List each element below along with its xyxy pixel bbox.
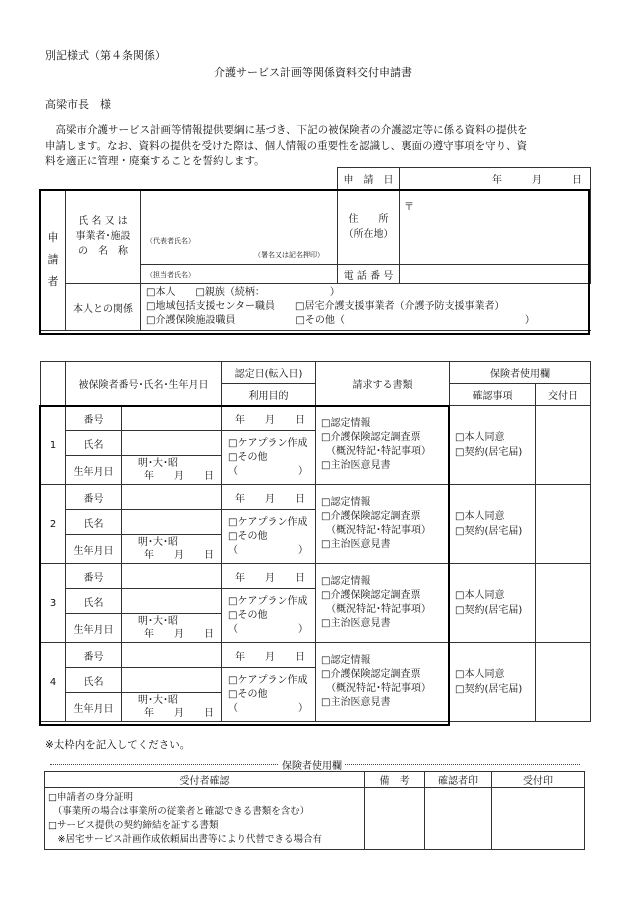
intro-line-3: 料を適正に管理・廃棄することを誓約します。 bbox=[45, 155, 265, 167]
purpose-options[interactable]: □ケアプラン作成 □その他 （ ） bbox=[222, 510, 316, 564]
application-date-label: 申 請 日 bbox=[338, 168, 400, 190]
name-label: 氏名 bbox=[66, 668, 122, 693]
cert-date-field[interactable]: 年 月 日 bbox=[222, 643, 316, 668]
applicant-table bbox=[40, 167, 591, 331]
insured-number-field[interactable] bbox=[122, 485, 222, 510]
number-label: 番号 bbox=[66, 564, 122, 589]
row-number: 3 bbox=[41, 564, 66, 643]
issue-date-field[interactable] bbox=[536, 564, 591, 643]
header-confirmer-seal: 確認者印 bbox=[425, 772, 492, 788]
number-label: 番号 bbox=[66, 643, 122, 668]
birth-label: 生年月日 bbox=[66, 693, 122, 722]
header-remarks: 備 考 bbox=[365, 772, 425, 788]
birth-label: 生年月日 bbox=[66, 614, 122, 643]
confirm-items[interactable]: □本人同意 □契約(居宅届) bbox=[450, 485, 536, 564]
row-number: 1 bbox=[41, 406, 66, 485]
issue-date-field[interactable] bbox=[536, 406, 591, 485]
relation-options[interactable]: □本人 □親族（続柄： ） □地域包括支援センター職員 □居宅介護支援事業者（介護予防支援事業者） □介護保険施設職員 □その他（ ） bbox=[141, 284, 591, 331]
purpose-options[interactable]: □ケアプラン作成 □その他 （ ） bbox=[222, 431, 316, 485]
birth-label: 生年月日 bbox=[66, 456, 122, 485]
seal-note: （署名又は記名押印） bbox=[254, 251, 324, 259]
birth-date-field[interactable]: 明･大･昭 年 月 日 bbox=[122, 693, 222, 722]
application-date-field[interactable]: 年 月 日 bbox=[400, 168, 591, 190]
requested-docs[interactable]: □認定情報 □介護保険認定調査票 （概況特記･特記事項） □主治医意見書 bbox=[316, 406, 450, 485]
requested-docs[interactable]: □認定情報 □介護保険認定調査票 （概況特記･特記事項） □主治医意見書 bbox=[316, 564, 450, 643]
cert-date-field[interactable]: 年 月 日 bbox=[222, 485, 316, 510]
insured-number-field[interactable] bbox=[122, 643, 222, 668]
header-reception-check: 受付者確認 bbox=[45, 772, 365, 788]
addressee: 高梁市長 様 bbox=[45, 98, 111, 111]
row-number: 4 bbox=[41, 643, 66, 722]
staff-name-field[interactable] bbox=[141, 265, 338, 284]
row-number: 2 bbox=[41, 485, 66, 564]
name-label: 氏名 bbox=[66, 589, 122, 614]
birth-label: 生年月日 bbox=[66, 535, 122, 564]
bold-note: ※太枠内を記入してください。 bbox=[45, 739, 191, 751]
issue-date-field[interactable] bbox=[536, 643, 591, 722]
requested-docs[interactable]: □認定情報 □介護保険認定調査票 （概況特記･特記事項） □主治医意見書 bbox=[316, 643, 450, 722]
insured-number-field[interactable] bbox=[122, 564, 222, 589]
remarks-field[interactable] bbox=[365, 788, 425, 850]
insured-name-field[interactable] bbox=[122, 431, 222, 456]
confirm-items[interactable]: □本人同意 □契約(居宅届) bbox=[450, 564, 536, 643]
header-docs: 請求する書類 bbox=[316, 362, 450, 406]
address-label: 住 所 （所在地） bbox=[338, 190, 400, 265]
header-issue-date: 交付日 bbox=[536, 384, 591, 406]
header-insured: 被保険者番号･氏名･生年月日 bbox=[66, 362, 222, 406]
header-confirm: 確認事項 bbox=[450, 384, 536, 406]
address-field[interactable]: 〒 bbox=[400, 190, 591, 265]
issue-date-field[interactable] bbox=[536, 485, 591, 564]
name-label: 氏 名 又 は 事業者･施設 の 名 称 bbox=[66, 190, 141, 284]
insured-name-field[interactable] bbox=[122, 589, 222, 614]
insured-name-field[interactable] bbox=[122, 668, 222, 693]
number-label: 番号 bbox=[66, 406, 122, 431]
confirm-items[interactable]: □本人同意 □契約(居宅届) bbox=[450, 643, 536, 722]
header-purpose: 利用目的 bbox=[222, 384, 316, 406]
requested-docs[interactable]: □認定情報 □介護保険認定調査票 （概況特記･特記事項） □主治医意見書 bbox=[316, 485, 450, 564]
rep-name-label: （代表者氏名） bbox=[146, 237, 195, 245]
header-cert-date: 認定日(転入日) bbox=[222, 362, 316, 384]
name-label: 氏名 bbox=[66, 431, 122, 456]
intro-line-1: 高梁市介護サービス計画等情報提供要綱に基づき、下記の被保険者の介護認定等に係る資料の提供を bbox=[45, 124, 528, 136]
form-title: 介護サービス計画等関係資料交付申請書 bbox=[214, 66, 412, 79]
confirmer-seal-field[interactable] bbox=[425, 788, 492, 850]
insured-name-field[interactable] bbox=[122, 510, 222, 535]
insurer-table bbox=[44, 771, 585, 850]
birth-date-field[interactable]: 明･大･昭 年 月 日 bbox=[122, 535, 222, 564]
reception-seal-field[interactable] bbox=[492, 788, 585, 850]
birth-date-field[interactable]: 明･大･昭 年 月 日 bbox=[122, 456, 222, 485]
staff-name-label: （担当者氏名） bbox=[146, 270, 195, 279]
purpose-options[interactable]: □ケアプラン作成 □その他 （ ） bbox=[222, 668, 316, 722]
insured-table bbox=[40, 361, 591, 722]
header-insurer-col: 保険者使用欄 bbox=[450, 362, 591, 384]
insurer-section-label: 保険者使用欄 bbox=[282, 761, 342, 772]
insured-number-field[interactable] bbox=[122, 406, 222, 431]
confirm-items[interactable]: □本人同意 □契約(居宅届) bbox=[450, 406, 536, 485]
cert-date-field[interactable]: 年 月 日 bbox=[222, 406, 316, 431]
applicant-side-label: 申 請 者 bbox=[41, 190, 66, 331]
purpose-options[interactable]: □ケアプラン作成 □その他 （ ） bbox=[222, 589, 316, 643]
form-kind: 別記様式（第４条関係） bbox=[45, 49, 166, 62]
number-label: 番号 bbox=[66, 485, 122, 510]
representative-name-field[interactable] bbox=[141, 190, 338, 265]
intro-line-2: 申請します。なお、資料の提供を受けた際は、個人情報の重要性を認識し、裏面の遵守事項を守り、資 bbox=[45, 140, 528, 152]
cert-date-field[interactable]: 年 月 日 bbox=[222, 564, 316, 589]
relation-label: 本人との関係 bbox=[66, 284, 141, 331]
phone-field[interactable] bbox=[400, 265, 591, 284]
dotted-right bbox=[345, 764, 580, 765]
phone-label: 電 話 番 号 bbox=[338, 265, 400, 284]
dotted-left bbox=[50, 764, 278, 765]
header-reception-seal: 受付印 bbox=[492, 772, 585, 788]
reception-check-items[interactable]: □申請者の身分証明 （事業所の場合は事業所の従業者と確認できる書類を含む） □サービス提供の契約締結を証する書類 ※居宅サービス計画作成依頼届出書等により代替できる場合有 bbox=[45, 788, 365, 850]
name-label: 氏名 bbox=[66, 510, 122, 535]
birth-date-field[interactable]: 明･大･昭 年 月 日 bbox=[122, 614, 222, 643]
